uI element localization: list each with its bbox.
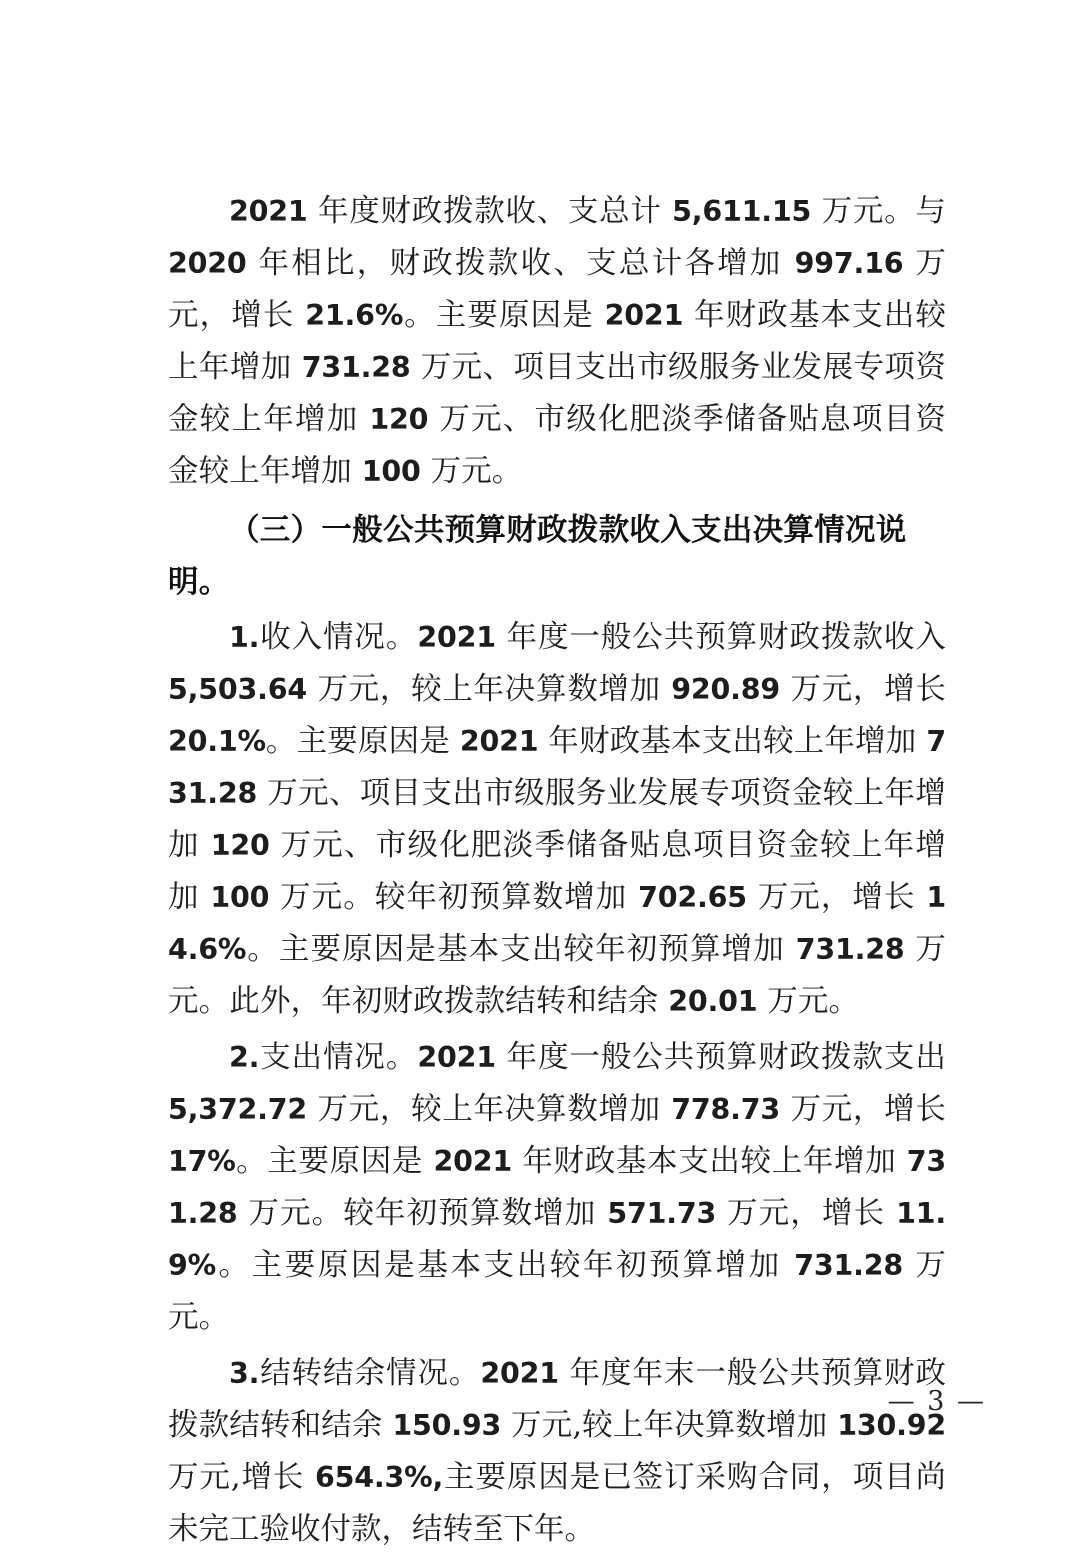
numeric-value: 2021 xyxy=(229,195,308,228)
numeric-value: 3. xyxy=(229,1357,260,1390)
paragraph-funding-total: 2021 年度财政拨款收、支总计 5,611.15 万元。与 2020 年相比，财政拨款收、支总计各增加 997.16 万元，增长 21.6%。主要原因是 2021 年财政基本支出较上年增加 731.28 万元、项目支出市级服务业发展专项资金较上年增加 120 万元、市级化肥淡季储备贴息项目资金较上年增加 100 万元。 xyxy=(168,194,946,489)
numeric-value: 5,611.15 xyxy=(672,195,812,228)
numeric-value: 920.89 xyxy=(671,673,781,706)
numeric-value: 120 xyxy=(210,829,270,862)
numeric-value: 150.93 xyxy=(392,1409,502,1442)
numeric-value: 2021 xyxy=(417,621,496,654)
numeric-value: 1. xyxy=(229,621,260,654)
numeric-value: 2021 xyxy=(417,1041,496,1074)
paragraph-item-3-carryover: 3.结转结余情况。2021 年度年末一般公共预算财政拨款结转和结余 150.93 万元,较上年决算数增加 130.92 万元,增长 654.3%,主要原因是已签订采购合同，项目尚未完工验收付款，结转至下年。 xyxy=(168,1356,947,1547)
paragraph-item-2-expenditure: 2.支出情况。2021 年度一般公共预算财政拨款支出 5,372.72 万元，较上年决算数增加 778.73 万元，增长 17%。主要原因是 2021 年财政基本支出较上年增加 731.28 万元。较年初预算数增加 571.73 万元，增长 11.9%。主要原因是基本支出较年初预算增加 731.28 万元。 xyxy=(168,1040,947,1335)
numeric-value: 100 xyxy=(361,455,421,488)
numeric-value: 731.28 xyxy=(301,351,411,384)
numeric-value: 20.01 xyxy=(668,985,758,1018)
numeric-value: 571.73 xyxy=(607,1197,717,1230)
numeric-value: 2020 xyxy=(168,247,247,280)
numeric-value: 731.28 xyxy=(168,1145,946,1230)
numeric-value: 21.6% xyxy=(305,299,404,332)
numeric-value: 654.3%, xyxy=(314,1461,444,1494)
numeric-value: 5,503.64 xyxy=(168,673,308,706)
paragraph-item-1-income: 1.收入情况。2021 年度一般公共预算财政拨款收入 5,503.64 万元，较上年决算数增加 920.89 万元，增长 20.1%。主要原因是 2021 年财政基本支出较上年增加 731.28 万元、项目支出市级服务业发展专项资金较上年增加 120 万元、市级化肥淡季储备贴息项目资金较上年增加 100 万元。较年初预算数增加 702.65 万元，增长 14.6%。主要原因是基本支出较年初预算增加 731.28 万元。此外，年初财政拨款结转和结余 20.01 万元。 xyxy=(168,620,947,1019)
numeric-value: 120 xyxy=(369,403,429,436)
numeric-value: 2021 xyxy=(604,299,684,332)
numeric-value: 2. xyxy=(229,1041,260,1074)
numeric-value: 2021 xyxy=(480,1357,559,1390)
numeric-value: 731.28 xyxy=(795,933,905,966)
document-body-text xyxy=(168,186,946,1556)
numeric-value: 5,372.72 xyxy=(168,1093,308,1126)
numeric-value: 731.28 xyxy=(794,1249,903,1282)
heading-section-three: （三）一般公共预算财政拨款收入支出决算情况说明。 xyxy=(168,512,907,600)
numeric-value: 100 xyxy=(210,881,270,914)
numeric-value: 17% xyxy=(168,1145,236,1178)
numeric-value: 702.65 xyxy=(638,881,747,914)
numeric-value: 2021 xyxy=(459,725,539,758)
page-number: — 3 — xyxy=(887,1386,986,1417)
numeric-value: 778.73 xyxy=(671,1093,781,1126)
numeric-value: 20.1% xyxy=(168,725,266,758)
numeric-value: 2021 xyxy=(433,1145,513,1178)
numeric-value: 130.92 xyxy=(837,1409,946,1442)
numeric-value: 14.6% xyxy=(168,881,947,966)
numeric-value: 731.28 xyxy=(168,725,946,810)
numeric-value: 997.16 xyxy=(794,247,904,280)
numeric-value: 11.9% xyxy=(168,1197,946,1282)
